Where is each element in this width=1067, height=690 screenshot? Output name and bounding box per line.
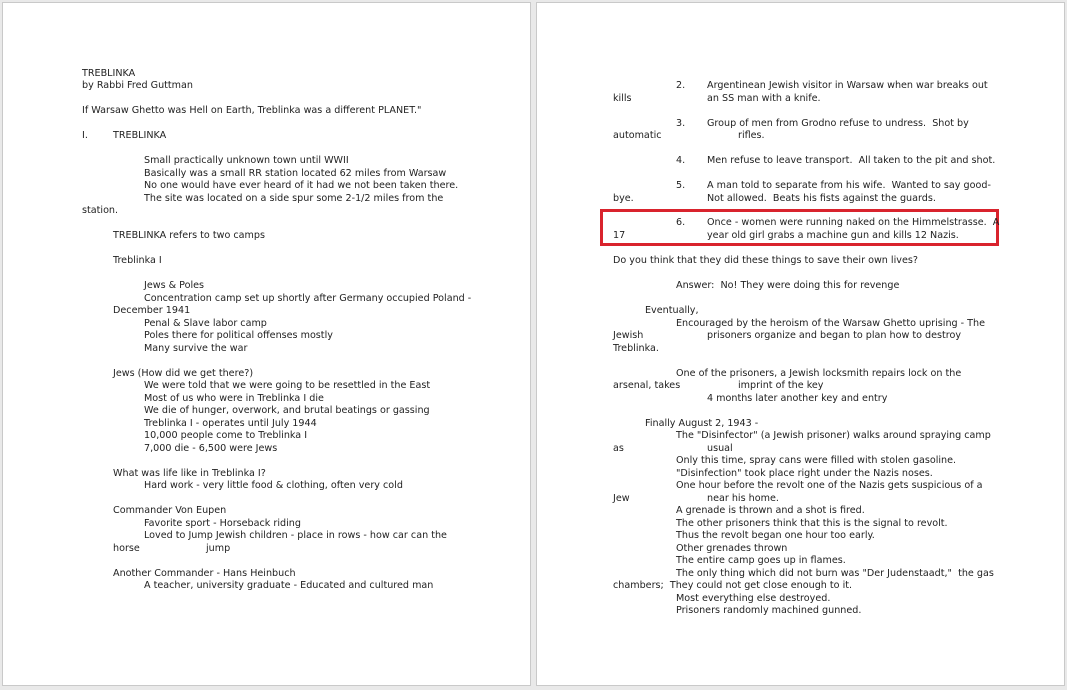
doc-line: 17 <box>613 230 626 241</box>
doc-line: If Warsaw Ghetto was Hell on Earth, Treblinka was a different PLANET." <box>82 105 422 116</box>
doc-line: Jew <box>613 493 630 504</box>
doc-line: Treblinka I <box>113 255 162 266</box>
doc-line: year old girl grabs a machine gun and kills 12 Nazis. <box>707 230 959 241</box>
doc-line: bye. <box>613 193 634 204</box>
doc-line: Treblinka I - operates until July 1944 <box>144 418 317 429</box>
list-number: 6. <box>676 217 686 228</box>
doc-line: A teacher, university graduate - Educated and cultured man <box>144 580 434 591</box>
doc-line: Do you think that they did these things to save their own lives? <box>613 255 918 266</box>
list-number: 2. <box>676 80 686 91</box>
doc-line: Most of us who were in Treblinka I die <box>144 393 324 404</box>
doc-line: December 1941 <box>113 305 191 316</box>
doc-line: 4 months later another key and entry <box>707 393 888 404</box>
doc-line: chambers; They could not get close enough to it. <box>613 580 853 591</box>
doc-line: Encouraged by the heroism of the Warsaw Ghetto uprising - The <box>676 318 986 329</box>
doc-line: One hour before the revolt one of the Nazis gets suspicious of a <box>676 480 983 491</box>
doc-line: "Disinfection" took place right under the Nazis noses. <box>676 468 933 479</box>
doc-line: 7,000 die - 6,500 were Jews <box>144 443 278 454</box>
doc-line: The "Disinfector" (a Jewish prisoner) walks around spraying camp <box>676 430 991 441</box>
section-number: I. <box>82 130 88 141</box>
doc-line: Prisoners randomly machined gunned. <box>676 605 862 616</box>
doc-line: Other grenades thrown <box>676 543 788 554</box>
doc-line: Small practically unknown town until WWII <box>144 155 349 166</box>
doc-line: The other prisoners think that this is the signal to revolt. <box>676 518 948 529</box>
doc-line: Penal & Slave labor camp <box>144 318 267 329</box>
doc-line: One of the prisoners, a Jewish locksmith repairs lock on the <box>676 368 962 379</box>
doc-line: near his home. <box>707 493 779 504</box>
doc-line: Finally August 2, 1943 - <box>645 418 759 429</box>
doc-line: Men refuse to leave transport. All taken to the pit and shot. <box>707 155 996 166</box>
doc-line: Poles there for political offenses mostly <box>144 330 333 341</box>
doc-line: Not allowed. Beats his fists against the guards. <box>707 193 936 204</box>
doc-line: Jews (How did we get there?) <box>113 368 254 379</box>
doc-line: We die of hunger, overwork, and brutal beatings or gassing <box>144 405 430 416</box>
list-number: 5. <box>676 180 686 191</box>
doc-line: Basically was a small RR station located 62 miles from Warsaw <box>144 168 447 179</box>
doc-line: arsenal, takes <box>613 380 681 391</box>
list-number: 4. <box>676 155 686 166</box>
doc-line: prisoners organize and began to plan how to destroy <box>707 330 962 341</box>
doc-line: station. <box>82 205 119 216</box>
doc-line: Commander Von Eupen <box>113 505 227 516</box>
doc-line: Many survive the war <box>144 343 248 354</box>
doc-line: The site was located on a side spur some 2-1/2 miles from the <box>144 193 444 204</box>
doc-title: TREBLINKA <box>82 68 136 79</box>
doc-line: A man told to separate from his wife. Wanted to say good- <box>707 180 991 191</box>
doc-line: Concentration camp set up shortly after Germany occupied Poland - <box>144 293 472 304</box>
doc-line: Answer: No! They were doing this for revenge <box>676 280 900 291</box>
doc-line: imprint of the key <box>738 380 824 391</box>
left-page <box>2 2 531 686</box>
doc-line: horse <box>113 543 140 554</box>
doc-line: Jewish <box>613 330 644 341</box>
doc-line: Argentinean Jewish visitor in Warsaw when war breaks out <box>707 80 988 91</box>
doc-line: The entire camp goes up in flames. <box>676 555 846 566</box>
doc-line: Favorite sport - Horseback riding <box>144 518 301 529</box>
doc-line: Another Commander - Hans Heinbuch <box>113 568 296 579</box>
right-page <box>536 2 1065 686</box>
doc-line: A grenade is thrown and a shot is fired. <box>676 505 865 516</box>
doc-line: Once - women were running naked on the Himmelstrasse. A <box>707 217 1000 228</box>
doc-line: Most everything else destroyed. <box>676 593 831 604</box>
doc-line: Thus the revolt began one hour too early. <box>676 530 875 541</box>
doc-line: Loved to Jump Jewish children - place in rows - how car can the <box>144 530 447 541</box>
doc-line: TREBLINKA refers to two camps <box>113 230 265 241</box>
doc-line: Jews & Poles <box>144 280 205 291</box>
doc-line: Group of men from Grodno refuse to undress. Shot by <box>707 118 969 129</box>
doc-line: Only this time, spray cans were filled with stolen gasoline. <box>676 455 957 466</box>
list-number: 3. <box>676 118 686 129</box>
doc-line: Hard work - very little food & clothing, often very cold <box>144 480 403 491</box>
doc-line: jump <box>206 543 231 554</box>
doc-line: We were told that we were going to be resettled in the East <box>144 380 431 391</box>
section-heading: TREBLINKA <box>113 130 167 141</box>
doc-line: Treblinka. <box>613 343 659 354</box>
doc-line: usual <box>707 443 733 454</box>
doc-line: an SS man with a knife. <box>707 93 821 104</box>
doc-line: rifles. <box>738 130 765 141</box>
doc-line: kills <box>613 93 632 104</box>
doc-line: as <box>613 443 624 454</box>
doc-line: What was life like in Treblinka I? <box>113 468 266 479</box>
doc-line: The only thing which did not burn was "Der Judenstaadt," the gas <box>676 568 994 579</box>
doc-line: Eventually, <box>645 305 699 316</box>
doc-line: 10,000 people come to Treblinka I <box>144 430 308 441</box>
doc-line: automatic <box>613 130 662 141</box>
doc-line: No one would have ever heard of it had we not been taken there. <box>144 180 459 191</box>
doc-author: by Rabbi Fred Guttman <box>82 80 193 91</box>
